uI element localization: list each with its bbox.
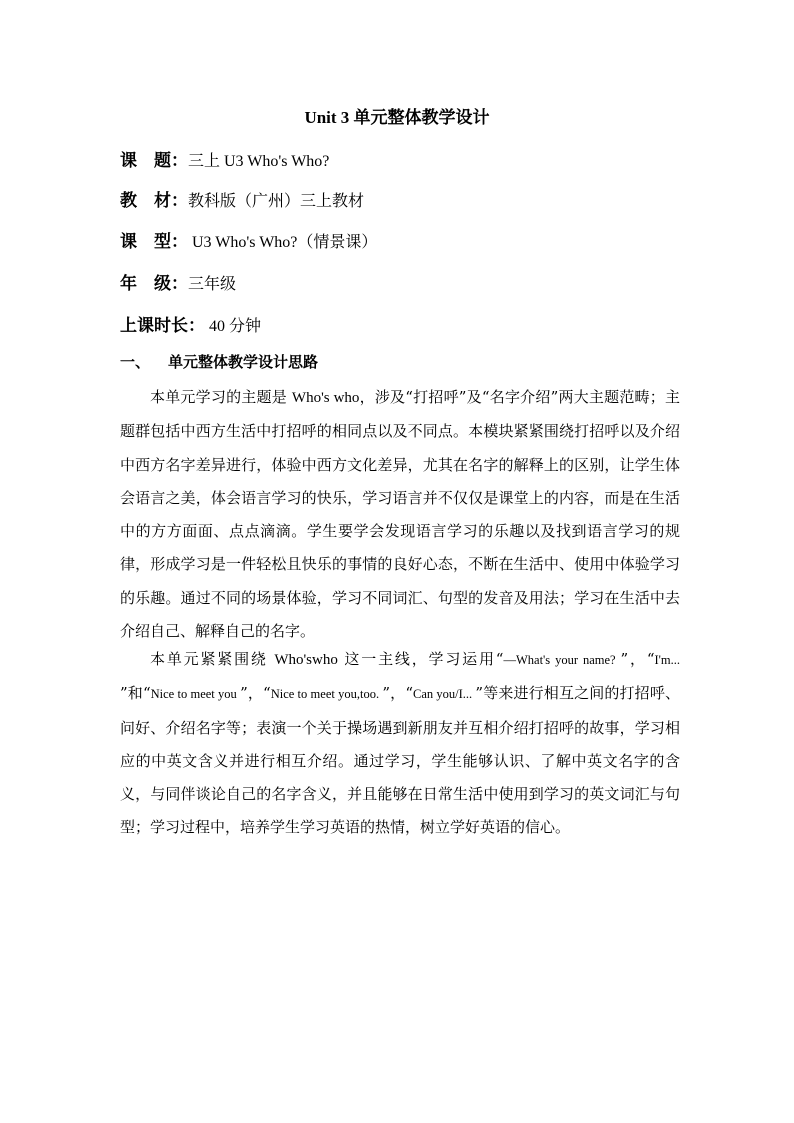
- meta-textbook: [120, 190, 364, 213]
- meta-label: 教 材：: [120, 191, 188, 211]
- paragraph-text-en: Who's who: [291, 390, 360, 406]
- meta-value: 三上 U3 Who's Who?: [188, 153, 330, 170]
- paragraph-text-en: Who'swho: [274, 652, 338, 668]
- meta-grade: [120, 273, 236, 296]
- section-number: 一、: [120, 353, 151, 371]
- meta-value: U3 Who's Who?（情景课）: [188, 234, 378, 251]
- meta-value: 三年级: [188, 276, 237, 293]
- meta-value: 教科版（广州）三上教材: [188, 193, 365, 210]
- paragraph-text-en: Nice to meet you: [150, 687, 241, 702]
- paragraph-2: [120, 643, 680, 845]
- paragraph-text: 这一主线，学习运用“: [337, 650, 504, 668]
- meta-label: 上课时长：: [120, 316, 205, 336]
- paragraph-text: ”，“: [382, 684, 413, 703]
- paragraph-text-en: —What's your name?: [503, 653, 621, 667]
- document-title: Unit 3 单元整体教学设计: [304, 108, 490, 127]
- section-title: 单元整体教学设计思路: [168, 353, 319, 371]
- section-heading: [120, 352, 318, 372]
- paragraph-1: [120, 381, 680, 648]
- meta-subject: [120, 150, 329, 173]
- meta-duration: [120, 315, 261, 338]
- paragraph-text: ”和“: [120, 684, 151, 703]
- paragraph-text-en: I'm...: [654, 653, 681, 667]
- paragraph-text: ”，“: [620, 650, 655, 668]
- meta-value: 40 分钟: [205, 318, 262, 335]
- meta-label: 年 级：: [120, 274, 188, 294]
- paragraph-text: ”，“: [240, 684, 271, 703]
- paragraph-text: 本单元学习的主题是: [150, 388, 292, 406]
- meta-label: 课 型：: [120, 232, 188, 252]
- paragraph-text: 本单元紧紧围绕: [150, 650, 275, 668]
- paragraph-text: ”等来进行相互之间的打招呼、问好、介绍名字等；表演一个关于操场遇到新朋友并互相介绍打招呼的故事，学习相应的中英文含义并进行相互介绍。通过学习，学生能够认识、了解中英文名字的含义，与同伴谈论自己的名字含义，并且能够在日常生活中使用到学习的英文词汇与句型；学习过程中，培养学生学习英语的热情，树立学好英语的信心。: [120, 684, 680, 837]
- meta-label: 课 题：: [120, 151, 188, 171]
- paragraph-text: ，涉及“打招呼”及“名字介绍”两大主题范畴；主题群包括中西方生活中打招呼的相同点以及不同点。本模块紧紧围绕打招呼以及介绍中西方名字差异进行，体验中西方文化差异，尤其在名字的解释上的区别，让学生体会语言之美，体会语言学习的快乐，学习语言并不仅仅是课堂上的内容，而是在生活中的方方面面、点点滴滴。学生要学会发现语言学习的乐趣以及找到语言学习的规律，形成学习是一件轻松且快乐的事情的良好心态，不断在生活中、使用中体验学习的乐趣。通过不同的场景体验，学习不同词汇、句型的发音及用法；学习在生活中去介绍自己、解释自己的名字。: [120, 388, 680, 641]
- paragraph-text-en: Can you/I...: [412, 687, 476, 702]
- meta-lesson-type: [120, 231, 377, 254]
- paragraph-text-en: Nice to meet you,too.: [270, 687, 383, 702]
